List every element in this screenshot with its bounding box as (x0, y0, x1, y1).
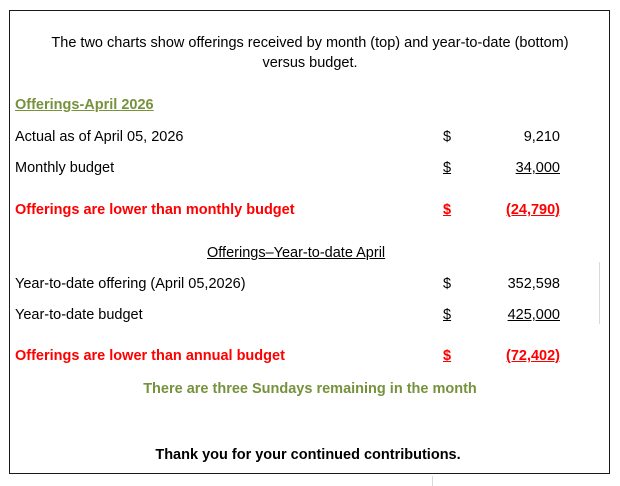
report-frame (9, 10, 610, 474)
monthly-variance-label: Offerings are lower than monthly budget (15, 202, 295, 218)
monthly-heading: Offerings-April 2026 (15, 97, 154, 113)
intro-line-1: The two charts show offerings received by month (top) and year-to-date (bottom) (51, 35, 569, 51)
monthly-actual-amount: 9,210 (523, 129, 560, 145)
intro-line-2: versus budget. (262, 55, 358, 71)
intro-text (0, 33, 620, 73)
ytd-budget-amount: 425,000 (507, 307, 560, 323)
ytd-budget-label: Year-to-date budget (15, 307, 143, 323)
thank-you-message: Thank you for your continued contributions. (155, 447, 461, 463)
ytd-heading: Offerings–Year-to-date April (207, 245, 386, 261)
gridline-fragment-bottom (432, 476, 433, 486)
ytd-budget-currency: $ (443, 307, 452, 323)
monthly-budget-label: Monthly budget (15, 160, 115, 176)
ytd-offering-label: Year-to-date offering (April 05,2026) (15, 276, 246, 292)
monthly-variance-currency: $ (443, 202, 452, 218)
ytd-offering-currency: $ (443, 276, 452, 292)
ytd-variance-currency: $ (443, 348, 452, 364)
sundays-remaining-note: There are three Sundays remaining in the month (143, 381, 477, 397)
monthly-variance-amount: (24,790) (505, 202, 560, 218)
ytd-offering-amount: 352,598 (507, 276, 560, 292)
ytd-variance-amount: (72,402) (505, 348, 560, 364)
monthly-actual-label: Actual as of April 05, 2026 (15, 129, 184, 145)
ytd-variance-label: Offerings are lower than annual budget (15, 348, 285, 364)
monthly-budget-amount: 34,000 (515, 160, 560, 176)
gridline-fragment (599, 262, 600, 324)
monthly-budget-currency: $ (443, 160, 452, 176)
monthly-actual-currency: $ (443, 129, 452, 145)
